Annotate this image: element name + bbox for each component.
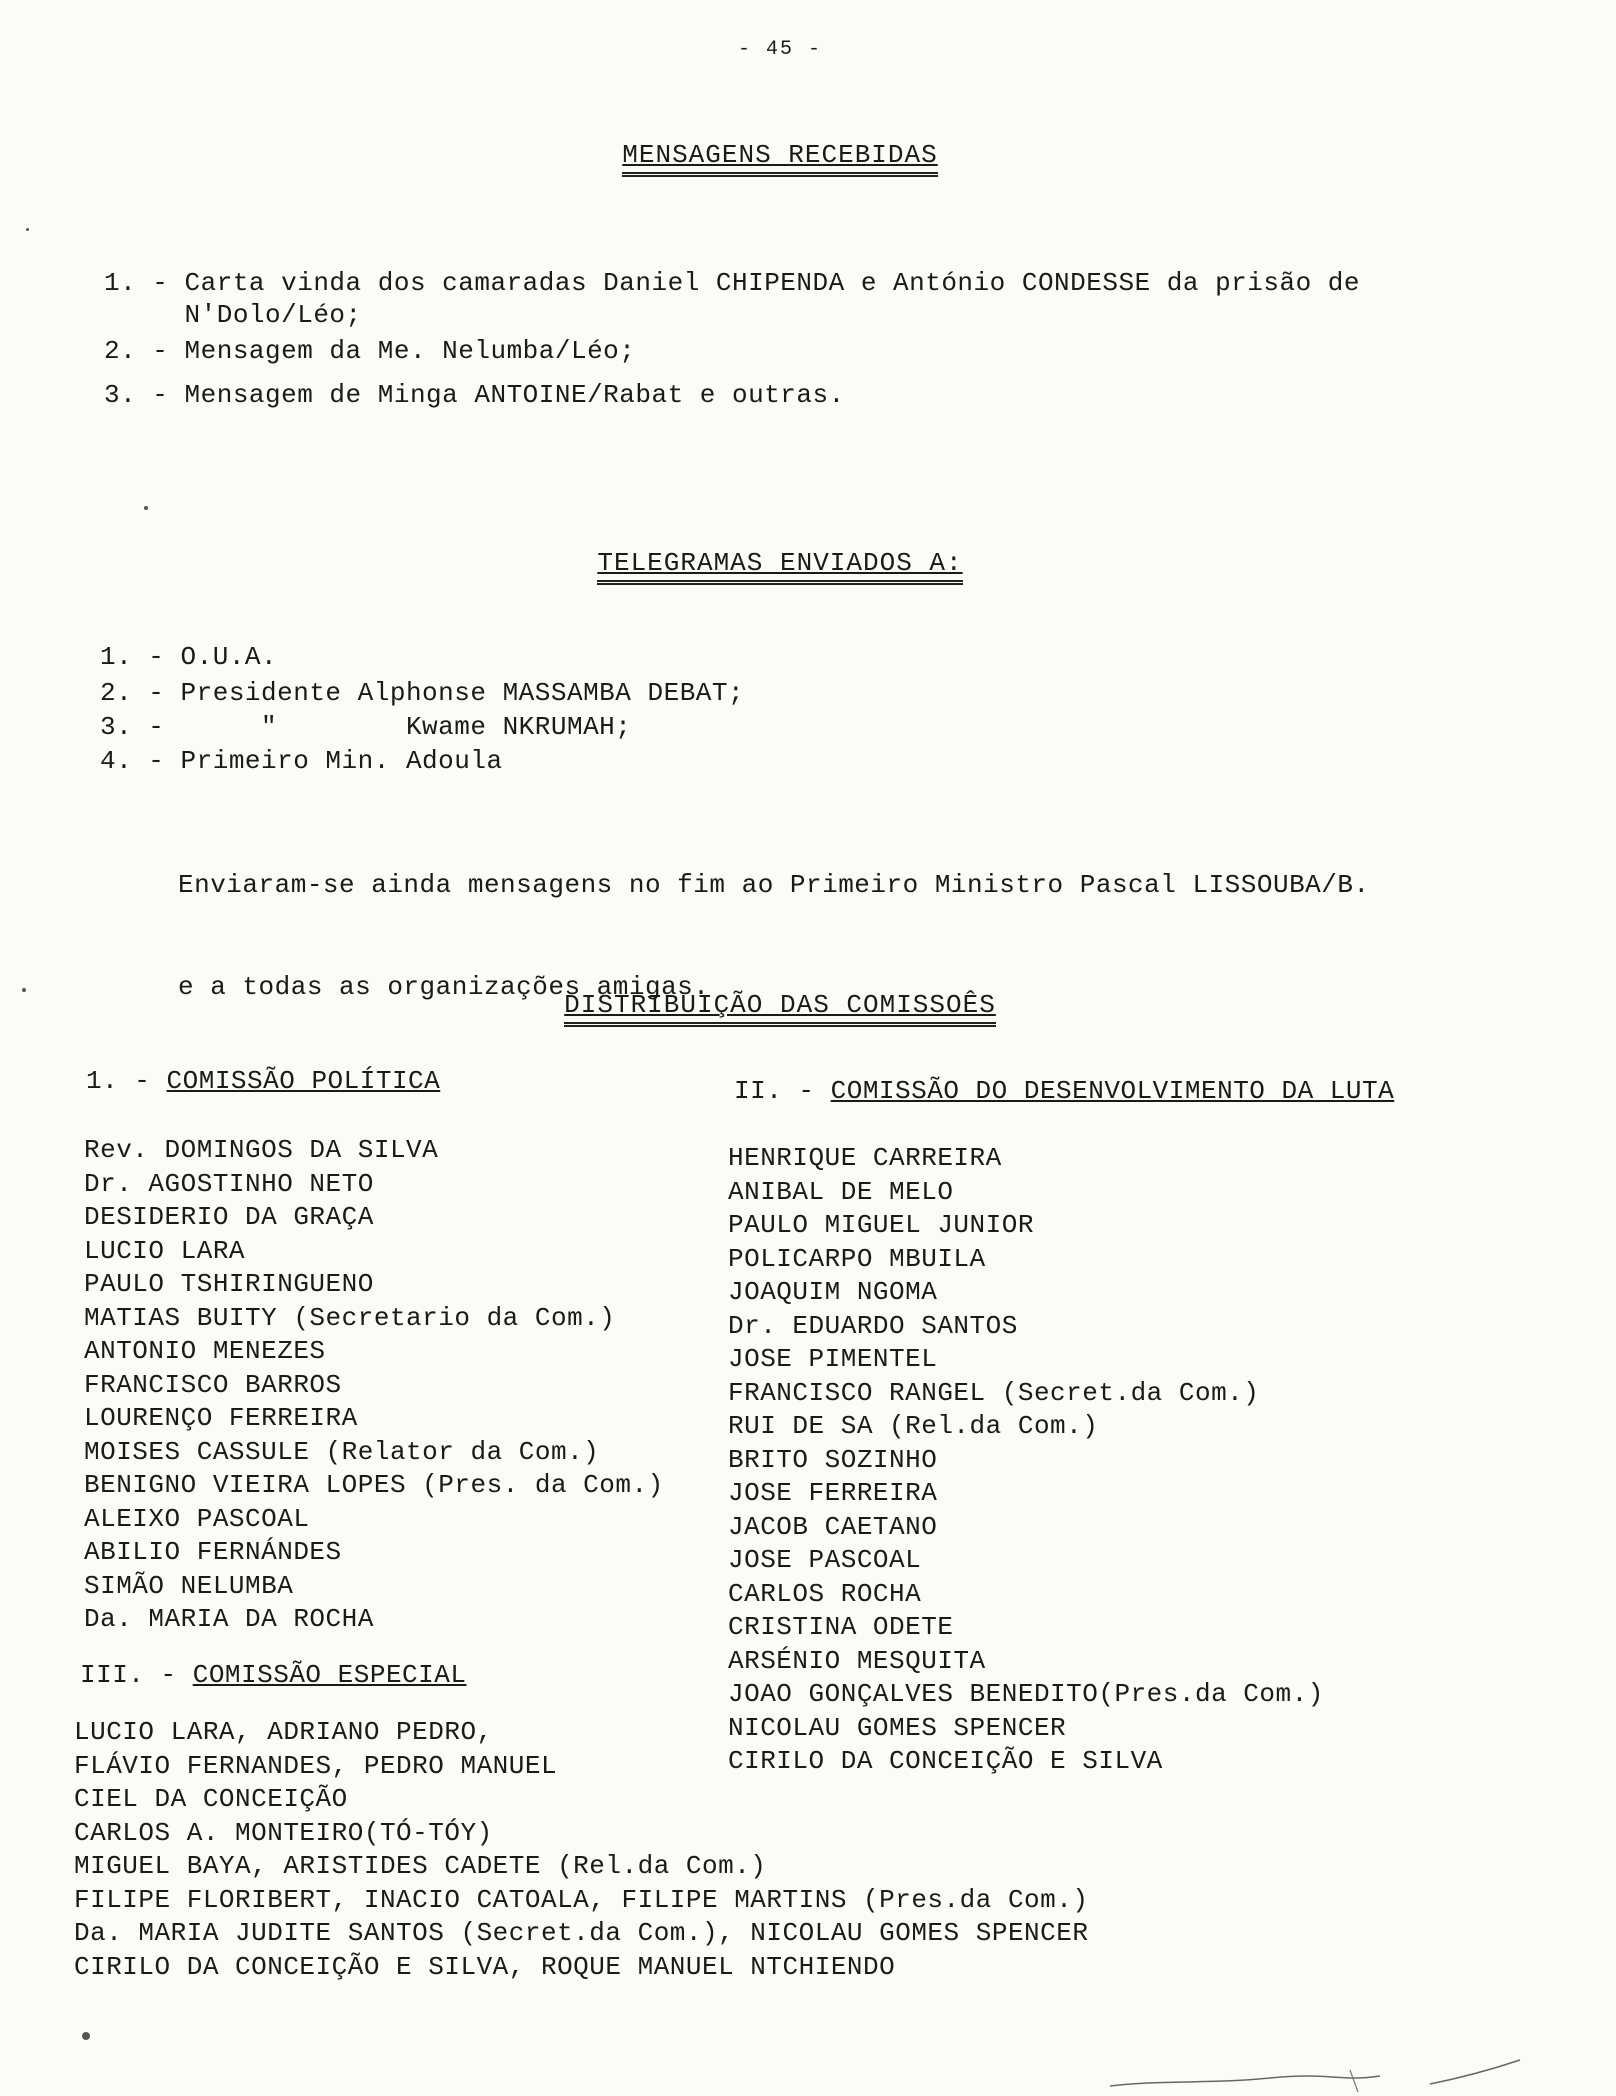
received-messages-heading: MENSAGENS RECEBIDAS <box>0 140 1560 177</box>
development-member: JOAQUIM NGOMA <box>728 1277 938 1307</box>
development-member: CRISTINA ODETE <box>728 1612 954 1642</box>
development-member: JOSE PASCOAL <box>728 1545 922 1575</box>
telegram-item-3: 3. - " Kwame NKRUMAH; <box>100 712 632 742</box>
development-member: ANIBAL DE MELO <box>728 1176 954 1207</box>
received-item-1-cont: N'Dolo/Léo; <box>104 300 362 330</box>
political-member: ALEIXO PASCOAL <box>84 1503 310 1534</box>
political-member: PAULO TSHIRINGUENO <box>84 1269 374 1299</box>
development-member: POLICARPO MBUILA <box>728 1243 986 1274</box>
scan-speck <box>82 2032 90 2040</box>
development-member: CIRILO DA CONCEIÇÃO E SILVA <box>728 1746 1163 1776</box>
received-item-3: 3. - Mensagem de Minga ANTOINE/Rabat e outras. <box>104 380 845 410</box>
telegrams-note <box>178 800 1370 1072</box>
political-member: MOISES CASSULE (Relator da Com.) <box>84 1436 600 1467</box>
received-item-1: 1. - Carta vinda dos camaradas Daniel CHIPENDA e António CONDESSE da prisão de <box>104 268 1360 298</box>
political-commission-heading: 1. - COMISSÃO POLÍTICA <box>86 1066 441 1096</box>
political-member: FRANCISCO BARROS <box>84 1369 342 1400</box>
special-member: LUCIO LARA, ADRIANO PEDRO, <box>74 1717 493 1747</box>
scan-speck <box>144 506 148 510</box>
development-commission-heading: II. - COMISSÃO DO DESENVOLVIMENTO DA LUTA <box>734 1076 1395 1106</box>
page-number: - 45 - <box>737 38 822 61</box>
telegram-item-2: 2. - Presidente Alphonse MASSAMBA DEBAT; <box>100 678 745 708</box>
special-member: Da. MARIA JUDITE SANTOS (Secret.da Com.), NICOLAU GOMES SPENCER <box>74 1918 1089 1948</box>
telegram-item-4: 4. - Primeiro Min. Adoula <box>100 746 503 776</box>
political-member: LOURENÇO FERREIRA <box>84 1403 358 1433</box>
political-member: ANTONIO MENEZES <box>84 1336 326 1366</box>
signature-mark <box>1100 2040 1540 2096</box>
development-member: JOSE FERREIRA <box>728 1478 938 1508</box>
special-member: MIGUEL BAYA, ARISTIDES CADETE (Rel.da Com.) <box>74 1851 767 1881</box>
received-item-2: 2. - Mensagem da Me. Nelumba/Léo; <box>104 336 636 366</box>
development-member: RUI DE SA (Rel.da Com.) <box>728 1411 1099 1441</box>
scan-speck <box>26 228 29 231</box>
special-commission-heading: III. - COMISSÃO ESPECIAL <box>80 1660 467 1690</box>
political-member: Dr. AGOSTINHO NETO <box>84 1168 374 1199</box>
special-member: CARLOS A. MONTEIRO(TÓ-TÓY) <box>74 1817 493 1848</box>
telegrams-note-line-2: e a todas as organizações amigas. <box>178 972 710 1002</box>
political-member: Da. MARIA DA ROCHA <box>84 1604 374 1634</box>
development-member: PAULO MIGUEL JUNIOR <box>728 1210 1034 1240</box>
development-member: NICOLAU GOMES SPENCER <box>728 1712 1067 1743</box>
political-member: Rev. DOMINGOS DA SILVA <box>84 1135 439 1165</box>
political-member: ABILIO FERNÁNDES <box>84 1537 342 1567</box>
political-member: MATIAS BUITY (Secretario da Com.) <box>84 1302 616 1333</box>
development-member: JOSE PIMENTEL <box>728 1344 938 1374</box>
political-member: SIMÃO NELUMBA <box>84 1570 294 1601</box>
development-member: CARLOS ROCHA <box>728 1578 922 1609</box>
special-member: FILIPE FLORIBERT, INACIO CATOALA, FILIPE MARTINS (Pres.da Com.) <box>74 1884 1089 1915</box>
development-member: HENRIQUE CARREIRA <box>728 1143 1002 1173</box>
development-member: FRANCISCO RANGEL (Secret.da Com.) <box>728 1377 1260 1408</box>
political-member: BENIGNO VIEIRA LOPES (Pres. da Com.) <box>84 1470 664 1500</box>
political-member: DESIDERIO DA GRAÇA <box>84 1202 374 1232</box>
development-member: ARSÉNIO MESQUITA <box>728 1645 986 1676</box>
development-member: JOAO GONÇALVES BENEDITO(Pres.da Com.) <box>728 1679 1324 1709</box>
political-member: LUCIO LARA <box>84 1235 246 1266</box>
special-commission-members <box>74 1716 1088 1984</box>
special-member: CIRILO DA CONCEIÇÃO E SILVA, ROQUE MANUEL NTCHIENDO <box>74 1951 896 1982</box>
development-commission-members <box>728 1142 1324 1779</box>
scan-speck <box>22 988 26 992</box>
telegrams-note-line-1: Enviaram-se ainda mensagens no fim ao Primeiro Ministro Pascal LISSOUBA/B. <box>178 870 1370 900</box>
special-member: CIEL DA CONCEIÇÃO <box>74 1784 348 1814</box>
development-member: JACOB CAETANO <box>728 1511 938 1542</box>
development-member: Dr. EDUARDO SANTOS <box>728 1310 1018 1341</box>
political-commission-members <box>84 1134 664 1637</box>
special-member: FLÁVIO FERNANDES, PEDRO MANUEL <box>74 1750 558 1781</box>
telegrams-heading: TELEGRAMAS ENVIADOS A: <box>0 548 1560 585</box>
commissions-heading: DISTRIBUIÇÃO DAS COMISSOÊS <box>0 990 1560 1027</box>
development-member: BRITO SOZINHO <box>728 1444 938 1475</box>
telegram-item-1: 1. - O.U.A. <box>100 642 278 672</box>
